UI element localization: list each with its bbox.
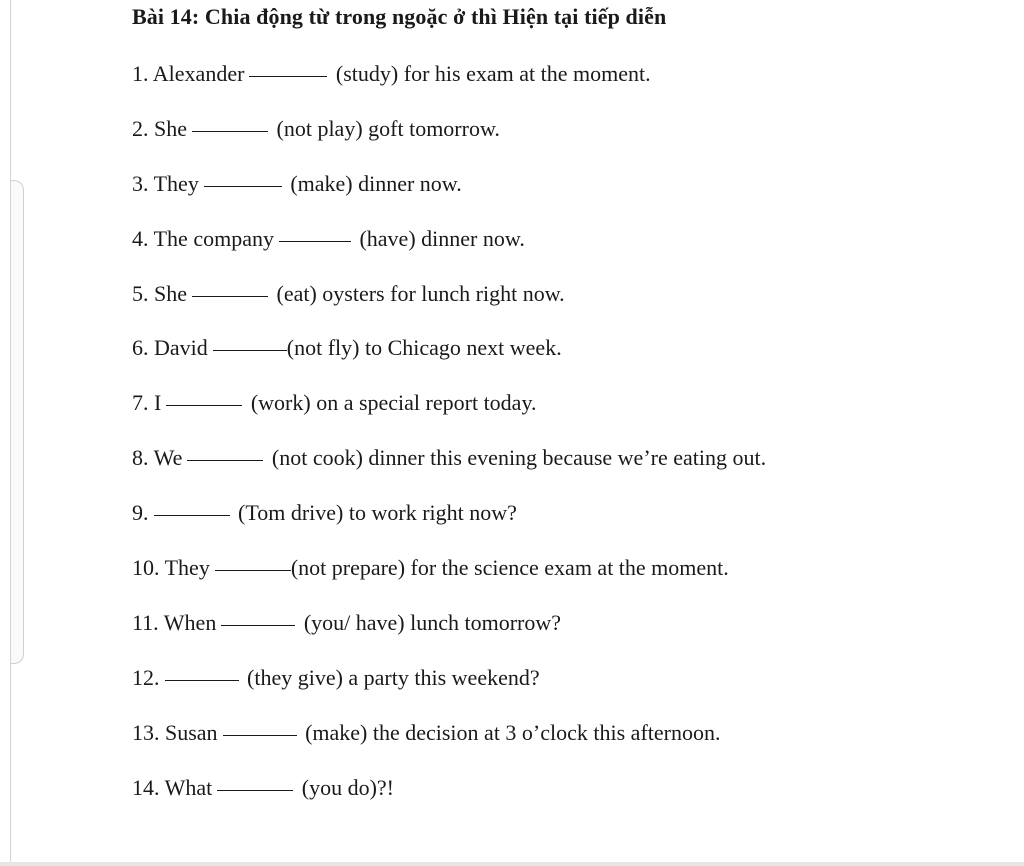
exercise-item-7 — [132, 386, 766, 441]
item-number: 13. — [132, 719, 160, 745]
item-subject: The company — [153, 225, 274, 251]
item-prompt: (you/ have) lunch tomorrow? — [303, 609, 562, 635]
exercise-item-10 — [132, 551, 766, 606]
item-subject: When — [163, 609, 217, 635]
item-number: 8. — [132, 445, 149, 471]
item-prompt: (they give) a party this weekend? — [247, 664, 540, 690]
item-subject: I — [154, 390, 162, 416]
item-prompt: (not play) goft tomorrow. — [276, 115, 500, 141]
answer-blank[interactable] — [192, 295, 268, 297]
item-number: 7. — [132, 390, 149, 416]
answer-blank[interactable] — [221, 624, 295, 626]
answer-blank[interactable] — [204, 185, 282, 187]
bottom-edge — [0, 862, 1024, 866]
answer-blank[interactable] — [166, 404, 242, 406]
item-prompt: (make) the decision at 3 o’clock this afternoon. — [305, 719, 721, 745]
answer-blank[interactable] — [187, 459, 263, 461]
answer-blank[interactable] — [215, 569, 291, 571]
item-prompt: (not cook) dinner this evening because we’re eating out. — [271, 445, 767, 471]
answer-blank[interactable] — [223, 734, 297, 736]
answer-blank[interactable] — [192, 130, 268, 132]
answer-blank[interactable] — [279, 240, 351, 242]
item-subject: We — [153, 445, 183, 471]
item-subject: Susan — [165, 719, 218, 745]
item-prompt: (study) for his exam at the moment. — [335, 61, 651, 86]
item-subject: Alexander — [152, 61, 245, 86]
item-prompt: (have) dinner now. — [359, 225, 525, 251]
exercise-item-5 — [132, 277, 766, 332]
item-number: 6. — [132, 335, 149, 361]
exercise-item-1 — [132, 57, 766, 112]
exercise-item-2 — [132, 112, 766, 167]
answer-blank[interactable] — [165, 679, 239, 681]
exercise-item-14 — [132, 771, 766, 826]
item-number: 3. — [132, 170, 149, 196]
exercise-item-12 — [132, 661, 766, 716]
item-subject: David — [154, 335, 208, 361]
item-number: 5. — [132, 280, 149, 306]
item-prompt: (eat) oysters for lunch right now. — [276, 280, 565, 306]
item-prompt: (work) on a special report today. — [250, 390, 537, 416]
side-panel-tab[interactable] — [11, 180, 24, 664]
answer-blank[interactable] — [217, 789, 293, 791]
item-prompt: (not fly) to Chicago next week. — [286, 335, 562, 361]
item-number: 12. — [132, 664, 160, 690]
exercise-item-6 — [132, 331, 766, 386]
item-number: 9. — [132, 500, 149, 526]
exercise-title: Bài 14: Chia động từ trong ngoặc ở thì Hiện tại tiếp diễn — [132, 4, 667, 29]
item-subject: She — [154, 280, 187, 306]
answer-blank[interactable] — [249, 75, 327, 77]
item-number: 1. — [132, 61, 149, 86]
item-prompt: (Tom drive) to work right now? — [238, 500, 517, 526]
item-number: 4. — [132, 225, 149, 251]
item-number: 14. — [132, 774, 160, 800]
exercise-item-13 — [132, 716, 766, 771]
exercise-item-8 — [132, 441, 766, 496]
exercise-list — [132, 57, 766, 825]
item-prompt: (make) dinner now. — [290, 170, 462, 196]
item-number: 10. — [132, 555, 160, 581]
exercise-item-4 — [132, 222, 766, 277]
item-number: 2. — [132, 115, 149, 141]
exercise-item-11 — [132, 606, 766, 661]
item-prompt: (not prepare) for the science exam at the moment. — [290, 555, 729, 581]
exercise-item-9 — [132, 496, 766, 551]
exercise-item-3 — [132, 167, 766, 222]
item-prompt: (you do)?! — [301, 774, 395, 800]
answer-blank[interactable] — [154, 514, 230, 516]
item-subject: They — [153, 170, 199, 196]
answer-blank[interactable] — [213, 349, 287, 351]
item-subject: They — [164, 555, 210, 581]
item-subject: She — [154, 115, 187, 141]
item-number: 11. — [132, 609, 159, 635]
item-subject: What — [164, 774, 213, 800]
